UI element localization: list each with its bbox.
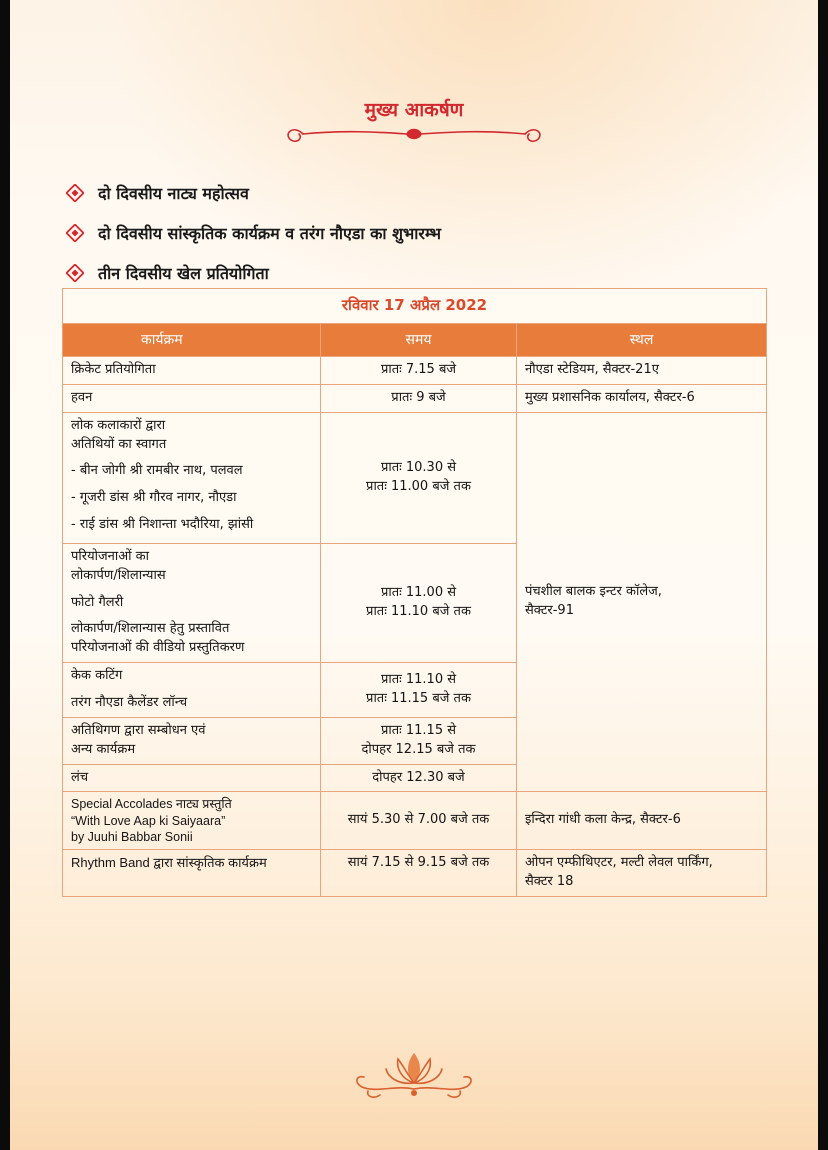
time-cell xyxy=(321,717,517,764)
venue-cell: मुख्य प्रशासनिक कार्यालय, सैक्टर-6 xyxy=(517,384,767,412)
venue-line: सैक्टर 18 xyxy=(525,873,574,889)
time-cell xyxy=(321,412,517,543)
diamond-bullet-icon xyxy=(66,184,84,202)
highlights-list xyxy=(66,173,441,293)
program-cell xyxy=(63,412,321,543)
heading-flourish-ornament xyxy=(283,120,545,148)
program-line: लोकार्पण/शिलान्यास xyxy=(71,567,166,583)
diamond-bullet-icon xyxy=(66,264,84,282)
time-cell xyxy=(321,543,517,662)
header-program: कार्यक्रम xyxy=(63,323,321,356)
diamond-bullet-icon xyxy=(66,224,84,242)
highlight-text: दो दिवसीय सांस्कृतिक कार्यक्रम व तरंग नौएडा का शुभारम्भ xyxy=(98,224,442,243)
program-line: “With Love Aap ki Saiyaara” xyxy=(71,813,226,828)
time-cell xyxy=(321,663,517,718)
list-item xyxy=(66,253,441,293)
program-line: अतिथियों का स्वागत xyxy=(71,436,167,452)
list-item xyxy=(66,173,441,213)
program-line: तरंग नौएडा कैलेंडर लॉन्च xyxy=(71,695,188,711)
time-cell: दोपहर 12.30 बजे xyxy=(321,764,517,792)
section-heading: मुख्य आकर्षण xyxy=(364,99,464,121)
program-line: - बीन जोगी श्री रामबीर नाथ, पलवल xyxy=(71,463,243,479)
venue-line: ओपन एम्फीथिएटर, मल्टी लेवल पार्किंग, xyxy=(525,855,713,871)
time-line: प्रातः 10.30 से xyxy=(380,460,457,475)
time-line: प्रातः 11.15 बजे तक xyxy=(366,691,471,707)
program-line: by Juuhi Babbar Sonii xyxy=(71,829,193,844)
table-date-row xyxy=(63,289,767,324)
table-row xyxy=(63,357,767,385)
highlight-text: तीन दिवसीय खेल प्रतियोगिता xyxy=(98,264,269,283)
program-line: - राई डांस श्री निशान्ता भदौरिया, झांसी xyxy=(71,517,254,533)
table-row xyxy=(63,412,767,543)
time-line: प्रातः 11.00 से xyxy=(380,585,457,601)
program-cell xyxy=(63,543,321,662)
program-cell xyxy=(63,717,321,764)
footer-lotus-ornament xyxy=(344,1045,484,1105)
time-line: प्रातः 11.10 से xyxy=(380,672,457,688)
time-line: प्रातः 11.00 बजे तक xyxy=(366,478,471,494)
table-header-row xyxy=(63,323,767,356)
program-line: परियोजनाओं की वीडियो प्रस्तुतिकरण xyxy=(71,640,245,656)
venue-line: पंचशील बालक इन्टर कॉलेज, xyxy=(525,584,662,600)
time-line: दोपहर 12.15 बजे तक xyxy=(361,741,476,757)
program-line: - गूजरी डांस श्री गौरव नागर, नौएडा xyxy=(71,490,237,506)
program-cell: लंच xyxy=(63,764,321,792)
venue-cell: नौएडा स्टेडियम, सैक्टर-21ए xyxy=(517,357,767,385)
time-cell: प्रातः 7.15 बजे xyxy=(321,357,517,385)
program-cell: Rhythm Band द्वारा सांस्कृतिक कार्यक्रम xyxy=(63,850,321,897)
table-row xyxy=(63,850,767,897)
time-line: प्रातः 11.15 से xyxy=(380,722,457,738)
venue-line: सैक्टर-91 xyxy=(525,603,574,619)
time-line: प्रातः 11.10 बजे तक xyxy=(366,604,471,620)
program-line: Special Accolades नाट्य प्रस्तुति xyxy=(71,797,232,812)
brochure-page xyxy=(10,0,818,1150)
table-row xyxy=(63,792,767,850)
program-cell xyxy=(63,792,321,850)
time-cell: सायं 7.15 से 9.15 बजे तक xyxy=(321,850,517,897)
program-cell: क्रिकेट प्रतियोगिता xyxy=(63,357,321,385)
header-venue: स्थल xyxy=(517,323,767,356)
program-cell: हवन xyxy=(63,384,321,412)
program-line: अतिथिगण द्वारा सम्बोधन एवं xyxy=(71,722,206,738)
header-time: समय xyxy=(321,323,517,356)
program-line: अन्य कार्यक्रम xyxy=(71,741,136,757)
venue-cell: इन्दिरा गांधी कला केन्द्र, सैक्टर-6 xyxy=(517,792,767,850)
program-line: परियोजनाओं का xyxy=(71,548,149,564)
time-cell: प्रातः 9 बजे xyxy=(321,384,517,412)
venue-cell xyxy=(517,850,767,897)
program-cell xyxy=(63,663,321,718)
highlight-text: दो दिवसीय नाट्य महोत्सव xyxy=(98,184,249,203)
time-cell: सायं 5.30 से 7.00 बजे तक xyxy=(321,792,517,850)
program-line: लोकार्पण/शिलान्यास हेतु प्रस्तावित xyxy=(71,621,230,637)
table-row xyxy=(63,384,767,412)
schedule-table xyxy=(62,288,767,897)
shared-venue-cell xyxy=(517,412,767,792)
schedule-date: रविवार 17 अप्रैल 2022 xyxy=(63,289,767,324)
program-line: केक कटिंग xyxy=(71,668,123,684)
list-item xyxy=(66,213,441,253)
program-line: लोक कलाकारों द्वारा xyxy=(71,417,166,433)
program-line: फोटो गैलरी xyxy=(71,594,124,610)
